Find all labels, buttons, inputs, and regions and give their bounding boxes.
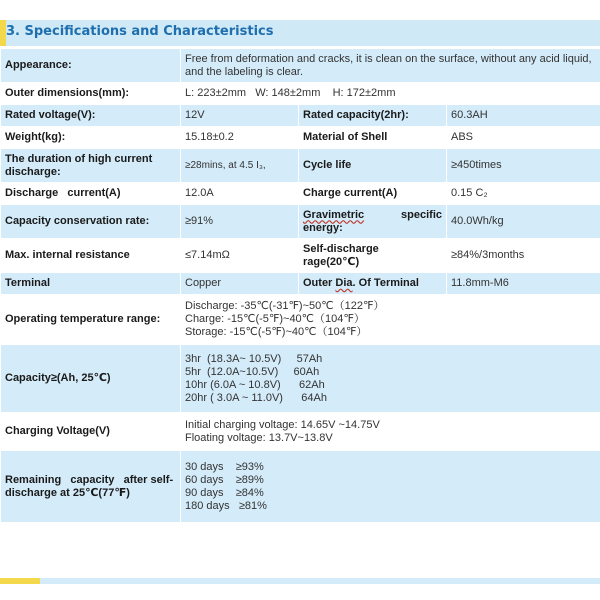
gravimetric-word: Gravimetric <box>303 208 365 221</box>
remaining-180days-line: 180 days ≥81% <box>185 499 267 512</box>
dia-word: Dia <box>335 277 353 289</box>
rated-voltage-label: Rated voltage(V): <box>1 105 181 127</box>
weight-label: Weight(kg): <box>1 127 181 149</box>
charge-temperature-line: Charge: -15℃(-5℉)~40℃（104℉） <box>185 313 365 325</box>
footer-bar <box>0 578 600 584</box>
initial-charging-voltage-line: Initial charging voltage: 14.65V ~14.75V <box>185 418 380 431</box>
remaining-90days-line: 90 days ≥84% <box>185 486 264 499</box>
outer-dimensions-value: L: 223±2mm W: 148±2mm H: 172±2mm <box>181 83 600 105</box>
footer-accent-bar <box>0 578 40 584</box>
cycle-life-label: Cycle life <box>299 149 447 183</box>
section-number: 3. <box>6 24 20 39</box>
table-row <box>1 413 600 451</box>
appearance-label: Appearance: <box>1 49 181 83</box>
self-discharge-line: Self-discharge <box>303 242 379 255</box>
table-row <box>1 83 600 105</box>
operating-temperature-values <box>181 295 600 345</box>
gravimetric-energy-label <box>299 205 447 239</box>
outer-word: Outer <box>303 277 336 289</box>
max-internal-resistance-value: ≤7.14mΩ <box>181 239 299 273</box>
outer-dia-terminal-value: 11.8mm-M6 <box>447 273 600 295</box>
outer-dimensions-label: Outer dimensions(mm): <box>1 83 181 105</box>
energy-word: energy: <box>303 221 343 234</box>
table-row <box>1 239 600 273</box>
rated-capacity-value: 60.3AH <box>447 105 600 127</box>
capacity-conservation-label: Capacity conservation rate: <box>1 205 181 239</box>
specific-word: specific <box>401 208 442 221</box>
charging-voltage-label: Charging Voltage(V) <box>1 413 181 451</box>
table-row <box>1 205 600 239</box>
material-shell-label: Material of Shell <box>299 127 447 149</box>
high-current-duration-value: ≥28mins, at 4.5 I₃, <box>181 149 299 183</box>
capacity-conservation-value: ≥91% <box>181 205 299 239</box>
cycle-life-value: ≥450times <box>447 149 600 183</box>
gravimetric-label-line <box>303 209 442 222</box>
discharge-current-value: 12.0A <box>181 183 299 205</box>
operating-temperature-label: Operating temperature range: <box>1 295 181 345</box>
gravimetric-energy-value: 40.0Wh/kg <box>447 205 600 239</box>
high-current-duration-label: The duration of high current discharge: <box>1 149 181 183</box>
section-title-text: Specifications and Characteristics <box>24 24 274 39</box>
outer-dia-terminal-label <box>299 273 447 295</box>
table-row <box>1 295 600 345</box>
capacity-20hr-line: 20hr ( 3.0A ~ 11.0V) 64Ah <box>185 391 327 404</box>
of-terminal-words: . Of Terminal <box>352 277 419 289</box>
discharge-temperature-line: Discharge: -35℃(-31℉)~50℃（122℉） <box>185 300 385 312</box>
capacity-values <box>181 345 600 413</box>
table-row <box>1 149 600 183</box>
storage-temperature-line: Storage: -15℃(-5℉)~40℃（104℉） <box>185 326 368 338</box>
table-row <box>1 127 600 149</box>
self-discharge-rate-line: rage(20℃) <box>303 255 360 268</box>
material-shell-value: ABS <box>447 127 600 149</box>
remaining-30days-line: 30 days ≥93% <box>185 460 264 473</box>
capacity-label: Capacity≥(Ah, 25℃) <box>1 345 181 413</box>
self-discharge-label <box>299 239 447 273</box>
charging-voltage-values <box>181 413 600 451</box>
appearance-value: Free from deformation and cracks, it is clean on the surface, without any acid liquid, and the labeling is clear. <box>181 49 600 83</box>
capacity-10hr-line: 10hr (6.0A ~ 10.8V) 62Ah <box>185 378 325 391</box>
section-heading <box>0 20 600 46</box>
charge-current-value: 0.15 C₂ <box>447 183 600 205</box>
table-row <box>1 273 600 295</box>
rated-voltage-value: 12V <box>181 105 299 127</box>
floating-voltage-line: Floating voltage: 13.7V~13.8V <box>185 431 333 444</box>
table-row <box>1 345 600 413</box>
weight-value: 15.18±0.2 <box>181 127 299 149</box>
self-discharge-value: ≥84%/3months <box>447 239 600 273</box>
capacity-5hr-line: 5hr (12.0A~10.5V) 60Ah <box>185 365 320 378</box>
remaining-capacity-label: Remaining capacity after self-discharge at 25℃(77℉) <box>1 451 181 523</box>
table-row <box>1 105 600 127</box>
charge-current-label: Charge current(A) <box>299 183 447 205</box>
max-internal-resistance-label: Max. internal resistance <box>1 239 181 273</box>
remaining-60days-line: 60 days ≥89% <box>185 473 264 486</box>
discharge-current-label: Discharge current(A) <box>1 183 181 205</box>
specifications-table <box>0 48 600 523</box>
table-row <box>1 49 600 83</box>
rated-capacity-label: Rated capacity(2hr): <box>299 105 447 127</box>
section-title <box>6 24 273 39</box>
table-row <box>1 183 600 205</box>
capacity-3hr-line: 3hr (18.3A~ 10.5V) 57Ah <box>185 352 323 365</box>
table-row <box>1 451 600 523</box>
terminal-label: Terminal <box>1 273 181 295</box>
remaining-capacity-values <box>181 451 600 523</box>
terminal-value: Copper <box>181 273 299 295</box>
